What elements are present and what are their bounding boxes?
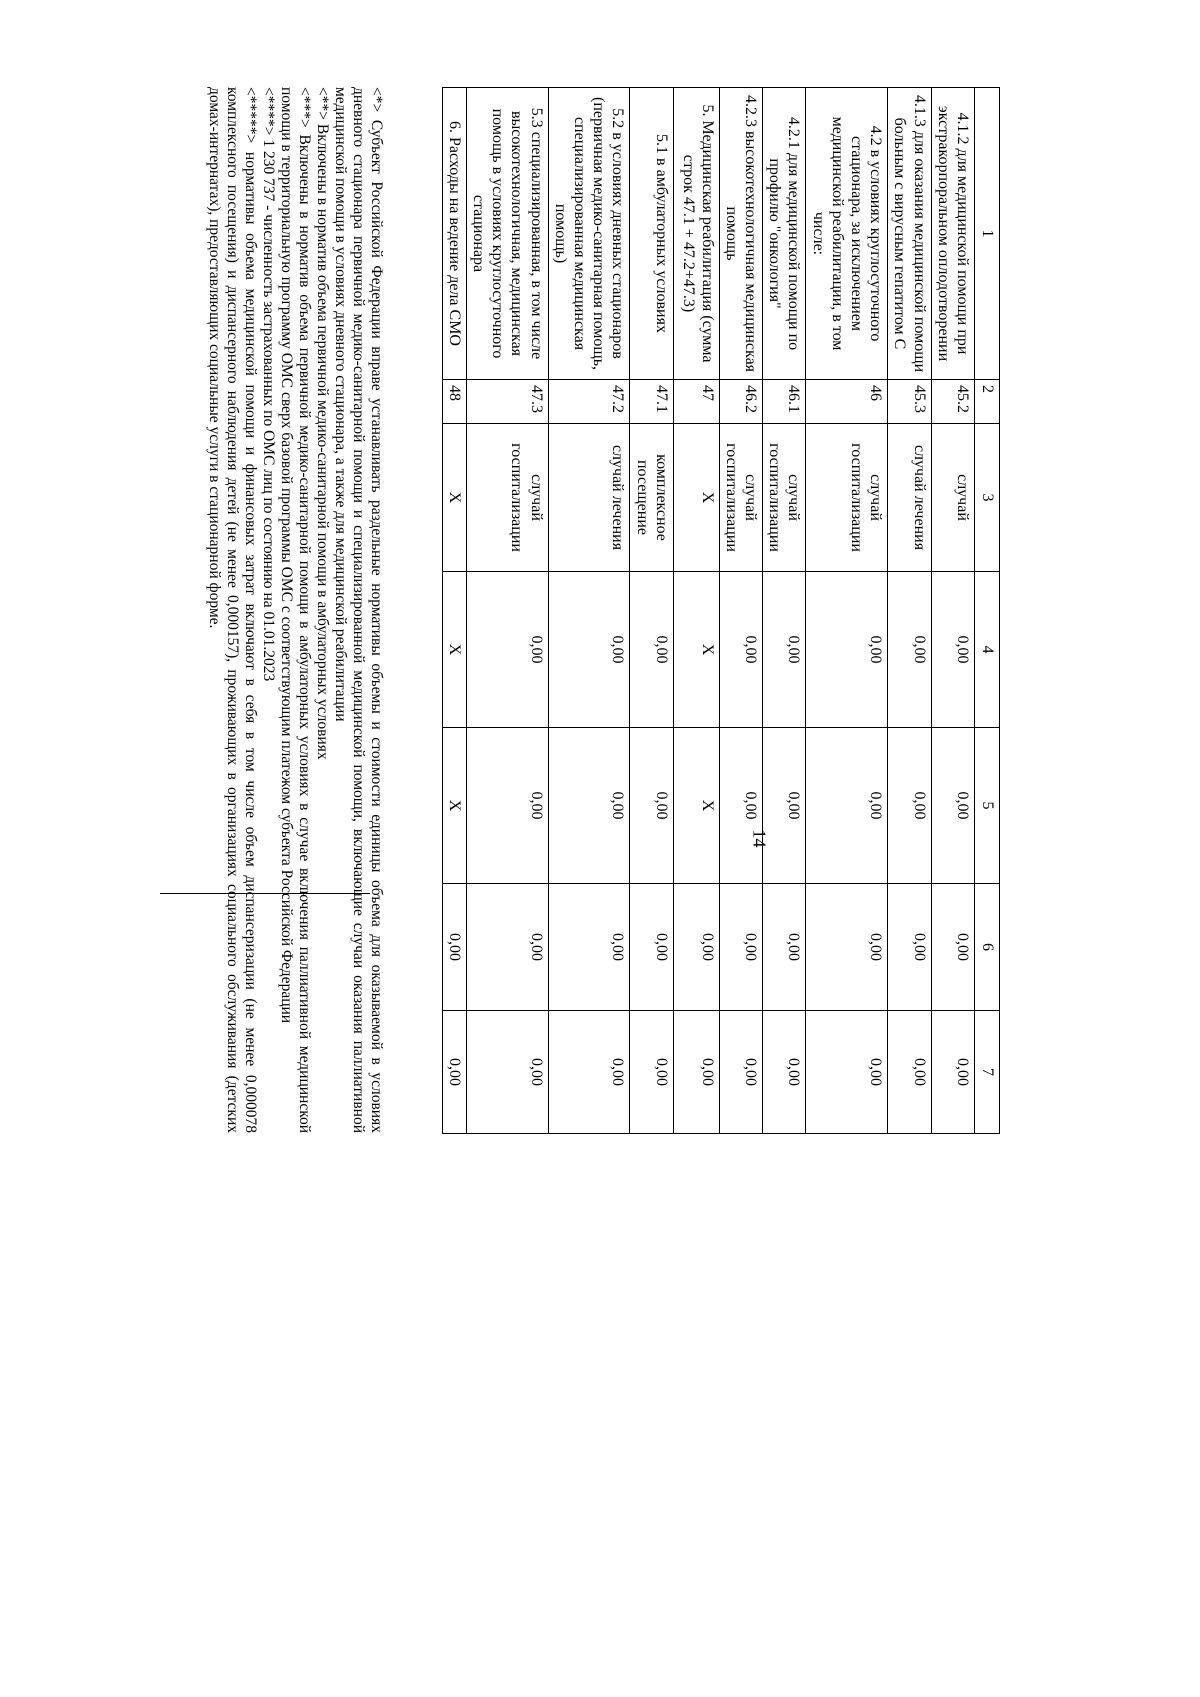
table-header-cell: 3 — [975, 424, 1000, 572]
value-cell: 0,00 — [931, 1011, 974, 1134]
value-cell: 0,00 — [888, 884, 931, 1011]
row-code-cell: 45.3 — [888, 380, 931, 424]
row-label-cell: 6. Расходы на ведение дела СМО — [442, 88, 466, 380]
value-cell: 0,00 — [931, 728, 974, 884]
unit-cell: случай лечения — [548, 424, 630, 572]
divider-line — [160, 893, 370, 894]
footnote: <***> Включены в норматив объема первичной медико-санитарной помощи в амбулаторных условиях в случае включения паллиативной медицинской помощи в территориальную программу ОМС сверх базовой программы ОМС с соответствующим платежом субъекта Российской Федерации — [278, 87, 314, 1133]
table-header-cell: 4 — [975, 572, 1000, 728]
table-row — [442, 88, 466, 1134]
row-code-cell: 46.1 — [763, 380, 806, 424]
row-label-cell: 5.1 в амбулаторных условиях — [630, 88, 673, 380]
value-cell: 0,00 — [630, 1011, 673, 1134]
footnote: <*> Субъект Российской Федерации вправе устанавливать раздельные нормативы объемы и стоимости единицы объема для оказываемой в условиях дневного стационара первичной медико-санитарной помощи и специализированной медицинской помощи, включающие случаи оказания паллиативной медицинской помощи в условиях дневного стационара, а также для медицинской реабилитации — [332, 87, 385, 1133]
page-number: 14 — [749, 829, 770, 848]
table-header-cell: 1 — [975, 88, 1000, 380]
value-cell: 0,00 — [466, 884, 548, 1011]
unit-cell: случай госпитализации — [466, 424, 548, 572]
value-cell: 0,00 — [719, 884, 762, 1011]
value-cell: 0,00 — [931, 884, 974, 1011]
unit-cell: Х — [442, 424, 466, 572]
value-cell: 0,00 — [630, 728, 673, 884]
value-cell: 0,00 — [548, 1011, 630, 1134]
value-cell: 0,00 — [630, 884, 673, 1011]
value-cell: 0,00 — [888, 1011, 931, 1134]
value-cell: 0,00 — [806, 884, 888, 1011]
data-table — [442, 87, 1000, 1134]
row-label-cell: 5.3 специализированная, в том числе высокотехнологичная, медицинская помощь в условиях круглосуточного стационара — [466, 88, 548, 380]
table-row — [931, 88, 974, 1134]
footnote: <**> Включены в норматив объема первичной медико-санитарной помощи в амбулаторных условиях — [314, 87, 332, 760]
table-row — [806, 88, 888, 1134]
value-cell: 0,00 — [806, 572, 888, 728]
unit-cell: Х — [673, 424, 719, 572]
value-cell: 0,00 — [548, 572, 630, 728]
footnote: <*****> нормативы объема медицинской помощи и финансовых затрат включают в себя в том числе объем диспансеризации (не менее 0,000078 комплексного посещения) и диспансерного наблюдения детей (не менее 0,000157), проживающих в организациях социального обслуживания (детских домах-интернатах), предоставляющих социальные услуги в стационарной форме. — [206, 87, 260, 1133]
table-header-cell: 5 — [975, 728, 1000, 884]
row-label-cell: 4.2.1 для медицинской помощи по профилю "онкология" — [763, 88, 806, 380]
value-cell: Х — [673, 572, 719, 728]
value-cell: 0,00 — [763, 1011, 806, 1134]
unit-cell: случай лечения — [888, 424, 931, 572]
value-cell: 0,00 — [806, 1011, 888, 1134]
row-code-cell: 47.2 — [548, 380, 630, 424]
value-cell: 0,00 — [763, 884, 806, 1011]
value-cell: 0,00 — [466, 1011, 548, 1134]
table-row — [673, 88, 719, 1134]
value-cell: 0,00 — [548, 884, 630, 1011]
row-label-cell: 4.2 в условиях круглосуточного стационара, за исключением медицинской реабилитации, в том числе: — [806, 88, 888, 380]
value-cell: Х — [673, 728, 719, 884]
value-cell: 0,00 — [719, 572, 762, 728]
value-cell: Х — [442, 572, 466, 728]
value-cell: 0,00 — [931, 572, 974, 728]
value-cell: 0,00 — [466, 572, 548, 728]
rotated-page-content — [180, 87, 1000, 1587]
table-row — [719, 88, 762, 1134]
footnote: <****> 1 230 737 - численность застрахованных по ОМС лиц по состоянию на 01.01.2023 — [260, 87, 278, 682]
value-cell: 0,00 — [719, 1011, 762, 1134]
table-row — [763, 88, 806, 1134]
value-cell: 0,00 — [630, 572, 673, 728]
row-label-cell: 5.2 в условиях дневных стационаров (первичная медико-санитарная помощь, специализированная медицинская помощь) — [548, 88, 630, 380]
unit-cell: случай госпитализации — [806, 424, 888, 572]
value-cell: 0,00 — [763, 728, 806, 884]
value-cell: 0,00 — [888, 572, 931, 728]
row-label-cell: 4.1.2 для медицинской помощи при экстракорпоральном оплодотворении — [931, 88, 974, 380]
table-row — [630, 88, 673, 1134]
row-code-cell: 47.3 — [466, 380, 548, 424]
unit-cell: комплексное посещение — [630, 424, 673, 572]
value-cell: 0,00 — [673, 1011, 719, 1134]
table-header-cell: 7 — [975, 1011, 1000, 1134]
value-cell: Х — [442, 728, 466, 884]
unit-cell: случай — [931, 424, 974, 572]
value-cell: 0,00 — [719, 728, 762, 884]
footnotes — [205, 87, 385, 1133]
row-label-cell: 4.1.3 для оказания медицинской помощи больным с вирусным гепатитом С — [888, 88, 931, 380]
table-header-cell: 6 — [975, 884, 1000, 1011]
row-label-cell: 4.2.3 высокотехнологичная медицинская помощь — [719, 88, 762, 380]
value-cell: 0,00 — [763, 572, 806, 728]
row-code-cell: 47 — [673, 380, 719, 424]
table-header-row — [975, 88, 1000, 1134]
table-row — [466, 88, 548, 1134]
table-row — [548, 88, 630, 1134]
value-cell: 0,00 — [806, 728, 888, 884]
row-code-cell: 46.2 — [719, 380, 762, 424]
unit-cell: случай госпитализации — [763, 424, 806, 572]
row-code-cell: 46 — [806, 380, 888, 424]
unit-cell: случай госпитализации — [719, 424, 762, 572]
row-code-cell: 47.1 — [630, 380, 673, 424]
table-header-cell: 2 — [975, 380, 1000, 424]
table-row — [888, 88, 931, 1134]
value-cell: 0,00 — [548, 728, 630, 884]
value-cell: 0,00 — [442, 1011, 466, 1134]
row-label-cell: 5. Медицинская реабилитация (сумма строк 47.1 + 47.2+47.3) — [673, 88, 719, 380]
row-code-cell: 48 — [442, 380, 466, 424]
row-code-cell: 45.2 — [931, 380, 974, 424]
value-cell: 0,00 — [888, 728, 931, 884]
value-cell: 0,00 — [442, 884, 466, 1011]
value-cell: 0,00 — [673, 884, 719, 1011]
value-cell: 0,00 — [466, 728, 548, 884]
